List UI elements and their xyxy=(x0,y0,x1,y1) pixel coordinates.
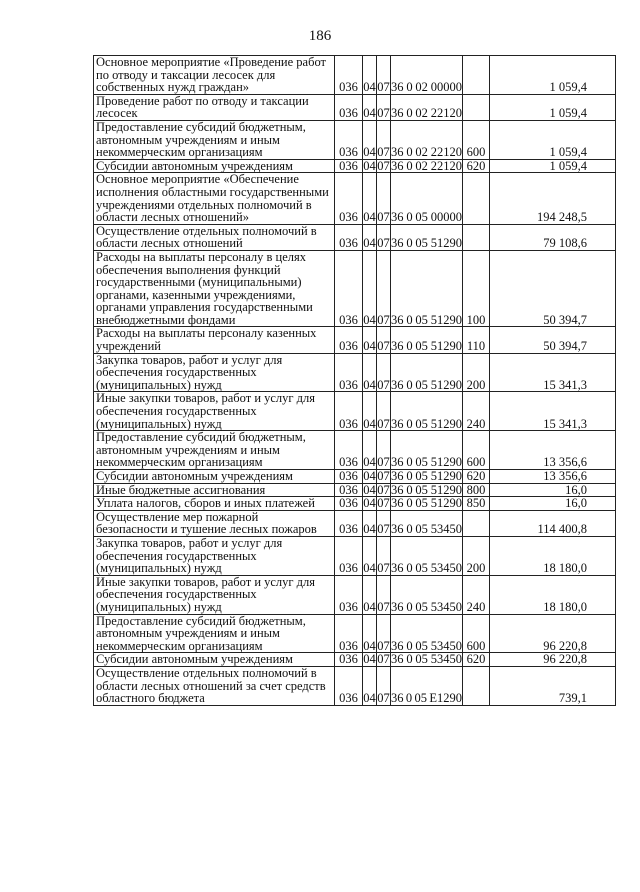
row-pr: 07 xyxy=(377,173,391,224)
row-cs-part: 22120 xyxy=(430,145,462,160)
row-cs-part: 0 xyxy=(405,691,413,706)
row-vr: 240 xyxy=(463,575,490,614)
row-pr: 07 xyxy=(377,510,391,536)
row-gr: 036 xyxy=(335,94,363,120)
row-cs-parts xyxy=(391,211,462,224)
row-cs-part: 0 xyxy=(406,469,413,483)
row-rz: 04 xyxy=(363,536,377,575)
row-rz: 04 xyxy=(363,510,377,536)
row-cs-part: 36 xyxy=(391,469,404,483)
row-vr: 240 xyxy=(463,392,490,431)
row-cs xyxy=(391,497,463,511)
row-cs-parts xyxy=(391,470,462,483)
table-row xyxy=(94,666,616,705)
row-sum: 96 220,8 xyxy=(490,614,616,653)
row-cs-part: 05 xyxy=(415,652,428,667)
row-cs-parts xyxy=(391,418,462,431)
row-cs xyxy=(391,94,463,120)
row-name: Иные закупки товаров, работ и услуг для обеспечения государственных (муниципальных) нужд xyxy=(94,392,335,431)
table-row xyxy=(94,120,616,159)
row-pr: 07 xyxy=(377,120,391,159)
row-cs-part: 05 xyxy=(415,210,428,225)
row-pr: 07 xyxy=(377,536,391,575)
row-vr: 850 xyxy=(463,497,490,511)
row-cs-part: 0 xyxy=(406,496,413,511)
row-rz: 04 xyxy=(363,327,377,353)
row-vr: 620 xyxy=(463,653,490,667)
row-cs-part: 36 xyxy=(391,210,404,225)
row-cs-parts xyxy=(391,146,462,159)
row-gr: 036 xyxy=(335,120,363,159)
row-cs-parts xyxy=(391,692,462,705)
row-vr: 600 xyxy=(463,120,490,159)
row-pr: 07 xyxy=(377,575,391,614)
row-gr: 036 xyxy=(335,353,363,392)
row-name: Проведение работ по отводу и таксации лесосек xyxy=(94,94,335,120)
row-gr: 036 xyxy=(335,497,363,511)
row-cs-part: 36 xyxy=(391,652,404,667)
row-cs-part: 0 xyxy=(406,158,413,173)
row-cs-part: 02 xyxy=(415,158,428,173)
row-sum: 194 248,5 xyxy=(490,173,616,224)
row-pr: 07 xyxy=(377,353,391,392)
row-cs xyxy=(391,392,463,431)
row-cs-part: 02 xyxy=(415,106,428,121)
row-vr: 600 xyxy=(463,431,490,470)
row-sum: 16,0 xyxy=(490,497,616,511)
row-vr: 620 xyxy=(463,159,490,173)
row-cs-part: 36 xyxy=(391,145,404,160)
row-name: Основное мероприятие «Проведение работ по отводу и таксации лесосек для собственных нужд граждан» xyxy=(94,56,335,95)
row-gr: 036 xyxy=(335,431,363,470)
row-cs xyxy=(391,159,463,173)
row-cs-part: 0 xyxy=(406,638,413,653)
row-cs-part: 51290 xyxy=(430,416,462,431)
row-rz: 04 xyxy=(363,94,377,120)
row-cs-part: 05 xyxy=(415,236,428,251)
row-cs-part: 0 xyxy=(406,145,413,160)
row-pr: 07 xyxy=(377,482,390,497)
table-row xyxy=(94,483,616,497)
row-name: Закупка товаров, работ и услуг для обеспечения государственных (муниципальных) нужд xyxy=(94,536,335,575)
row-cs-parts xyxy=(391,562,462,575)
row-cs-part: 0 xyxy=(406,377,413,392)
page-number: 186 xyxy=(308,28,332,44)
table-row xyxy=(94,327,616,353)
row-cs xyxy=(391,614,463,653)
row-cs-parts xyxy=(391,107,462,120)
row-cs-part: 05 xyxy=(415,482,428,497)
row-cs-parts xyxy=(391,340,462,353)
row-cs-part: 36 xyxy=(391,522,404,537)
row-gr: 036 xyxy=(335,575,363,614)
row-sum: 1 059,4 xyxy=(490,159,616,173)
row-cs-part: 36 xyxy=(391,312,404,327)
row-cs xyxy=(391,56,463,95)
row-cs-part: 22120 xyxy=(430,158,462,173)
row-cs-part: 51290 xyxy=(430,339,462,354)
row-vr xyxy=(463,666,490,705)
row-sum: 16,0 xyxy=(490,483,616,497)
row-rz: 04 xyxy=(363,482,376,497)
row-cs-part: 02 xyxy=(415,145,428,160)
row-cs-part: 05 xyxy=(415,469,428,483)
row-cs-part: 0 xyxy=(406,482,413,497)
row-sum: 79 108,6 xyxy=(490,224,616,250)
table-row xyxy=(94,497,616,511)
row-pr: 07 xyxy=(377,250,391,327)
row-gr: 036 xyxy=(335,327,363,353)
row-name: Расходы на выплаты персоналу казенных учреждений xyxy=(94,327,335,353)
row-sum: 114 400,8 xyxy=(490,510,616,536)
row-cs-part: 05 xyxy=(415,522,428,537)
row-sum: 739,1 xyxy=(490,666,616,705)
row-cs-part: 05 xyxy=(415,339,428,354)
row-cs-part: 05 xyxy=(415,377,428,392)
row-cs-part: 0 xyxy=(406,522,413,537)
row-cs-part: 0 xyxy=(406,455,413,470)
row-cs xyxy=(391,483,463,497)
table-row xyxy=(94,94,616,120)
row-rz: 04 xyxy=(363,469,376,483)
row-sum: 96 220,8 xyxy=(490,653,616,667)
row-rz: 04 xyxy=(363,120,377,159)
row-cs-part: 53450 xyxy=(430,599,462,614)
row-pr: 07 xyxy=(377,94,391,120)
row-name: Осуществление отдельных полномочий в области лесных отношений xyxy=(94,224,335,250)
row-pr: 07 xyxy=(377,614,391,653)
row-cs-parts xyxy=(391,497,462,510)
row-cs-part: 36 xyxy=(391,561,404,576)
row-pr: 07 xyxy=(377,224,391,250)
row-rz: 04 xyxy=(363,158,376,173)
row-name: Субсидии автономным учреждениям xyxy=(94,653,335,667)
table-row xyxy=(94,56,616,95)
row-rz: 04 xyxy=(363,431,377,470)
row-vr xyxy=(463,56,490,95)
row-cs-parts xyxy=(391,653,462,666)
row-gr: 036 xyxy=(335,666,363,705)
row-gr: 036 xyxy=(335,614,363,653)
row-cs-part: 36 xyxy=(391,496,404,511)
row-cs-part: 36 xyxy=(391,638,404,653)
row-cs xyxy=(391,510,463,536)
row-cs xyxy=(391,353,463,392)
row-vr: 100 xyxy=(463,250,490,327)
row-rz: 04 xyxy=(363,614,377,653)
table-row xyxy=(94,353,616,392)
row-name: Закупка товаров, работ и услуг для обеспечения государственных (муниципальных) нужд xyxy=(94,353,335,392)
row-cs-parts xyxy=(391,81,462,94)
row-cs xyxy=(391,666,463,705)
row-name: Осуществление мер пожарной безопасности и тушение лесных пожаров xyxy=(94,510,335,536)
row-cs-parts xyxy=(391,314,462,327)
row-cs-part: 51290 xyxy=(430,236,462,251)
row-cs-part: 05 xyxy=(415,416,428,431)
row-name: Иные бюджетные ассигнования xyxy=(94,483,335,497)
row-cs xyxy=(391,327,463,353)
row-vr: 200 xyxy=(463,353,490,392)
table-row xyxy=(94,250,616,327)
row-vr: 200 xyxy=(463,536,490,575)
table-row xyxy=(94,653,616,667)
row-cs-part: 0 xyxy=(406,236,413,251)
row-vr: 800 xyxy=(463,483,490,497)
row-gr: 036 xyxy=(335,653,363,667)
row-name: Уплата налогов, сборов и иных платежей xyxy=(94,497,335,511)
row-sum: 13 356,6 xyxy=(490,470,616,484)
row-cs-part: 53450 xyxy=(430,561,462,576)
row-cs-parts xyxy=(391,456,462,469)
row-cs-part: 36 xyxy=(391,106,404,121)
row-gr: 036 xyxy=(335,392,363,431)
row-cs-part: 22120 xyxy=(430,106,462,121)
row-cs-part: 36 xyxy=(391,691,404,706)
row-sum: 1 059,4 xyxy=(490,56,616,95)
row-cs-part: 36 xyxy=(391,339,404,354)
row-rz: 04 xyxy=(363,666,377,705)
row-gr: 036 xyxy=(335,250,363,327)
row-cs xyxy=(391,470,463,484)
row-cs-parts xyxy=(391,237,462,250)
row-pr: 07 xyxy=(377,469,390,483)
row-gr: 036 xyxy=(335,483,363,497)
row-cs-part: 36 xyxy=(391,80,404,95)
row-gr: 036 xyxy=(335,470,363,484)
row-vr xyxy=(463,224,490,250)
row-cs xyxy=(391,536,463,575)
row-gr: 036 xyxy=(335,173,363,224)
row-sum: 15 341,3 xyxy=(490,353,616,392)
row-sum: 13 356,6 xyxy=(490,431,616,470)
row-cs-part: 36 xyxy=(391,482,404,497)
row-cs-part: 51290 xyxy=(430,469,462,483)
row-sum: 1 059,4 xyxy=(490,120,616,159)
row-cs xyxy=(391,224,463,250)
row-cs-part: 05 xyxy=(415,496,428,511)
row-name: Осуществление отдельных полномочий в области лесных отношений за счет средств областного бюджета xyxy=(94,666,335,705)
row-cs-part: 0 xyxy=(406,339,413,354)
row-name: Субсидии автономным учреждениям xyxy=(94,159,335,173)
row-pr: 07 xyxy=(377,392,391,431)
row-cs-part: 36 xyxy=(391,599,404,614)
row-cs-part: 51290 xyxy=(430,482,462,497)
row-pr: 07 xyxy=(377,158,390,173)
row-rz: 04 xyxy=(363,652,376,667)
row-vr: 600 xyxy=(463,614,490,653)
row-name: Субсидии автономным учреждениям xyxy=(94,470,335,484)
table-row xyxy=(94,536,616,575)
row-cs-part: 36 xyxy=(391,236,404,251)
row-cs-part: 53450 xyxy=(430,522,462,537)
row-cs xyxy=(391,431,463,470)
row-name: Расходы на выплаты персоналу в целях обеспечения выполнения функций государственными (муниципальными) органами, казенными учреждениями, органами управления государственными внебюджетными фондами xyxy=(94,250,335,327)
row-cs-part: 36 xyxy=(391,455,404,470)
row-cs-part: 0 xyxy=(406,106,413,121)
row-cs-parts xyxy=(391,601,462,614)
row-cs-part: 0 xyxy=(406,416,413,431)
row-vr xyxy=(463,510,490,536)
row-cs-part: 05 xyxy=(415,599,428,614)
row-cs-parts xyxy=(391,640,462,653)
table-row xyxy=(94,470,616,484)
row-cs xyxy=(391,120,463,159)
row-cs-part: 36 xyxy=(391,158,404,173)
row-cs xyxy=(391,173,463,224)
row-cs-parts xyxy=(391,523,462,536)
row-vr: 620 xyxy=(463,470,490,484)
budget-table-body xyxy=(94,56,616,706)
row-gr: 036 xyxy=(335,536,363,575)
row-sum: 18 180,0 xyxy=(490,536,616,575)
table-row xyxy=(94,392,616,431)
table-row xyxy=(94,173,616,224)
row-cs-parts xyxy=(391,484,462,497)
row-cs xyxy=(391,250,463,327)
row-cs-parts xyxy=(391,379,462,392)
row-sum: 50 394,7 xyxy=(490,250,616,327)
row-cs-part: 51290 xyxy=(430,496,462,511)
row-cs-part: 0 xyxy=(406,312,413,327)
row-rz: 04 xyxy=(363,575,377,614)
row-vr xyxy=(463,173,490,224)
row-rz: 04 xyxy=(363,56,377,95)
row-sum: 18 180,0 xyxy=(490,575,616,614)
row-cs-part: 00000 xyxy=(430,80,462,95)
row-name: Предоставление субсидий бюджетным, автономным учреждениям и иным некоммерческим организациям xyxy=(94,614,335,653)
row-cs-part: 53450 xyxy=(430,638,462,653)
row-cs-part: 02 xyxy=(415,80,428,95)
table-row xyxy=(94,431,616,470)
table-row xyxy=(94,510,616,536)
budget-table xyxy=(93,55,616,706)
row-gr: 036 xyxy=(335,159,363,173)
table-row xyxy=(94,224,616,250)
row-name: Предоставление субсидий бюджетным, автономным учреждениям и иным некоммерческим организациям xyxy=(94,431,335,470)
row-vr xyxy=(463,94,490,120)
row-rz: 04 xyxy=(363,173,377,224)
row-sum: 1 059,4 xyxy=(490,94,616,120)
row-rz: 04 xyxy=(363,224,377,250)
row-cs-part: 00000 xyxy=(430,210,462,225)
row-rz: 04 xyxy=(363,353,377,392)
row-cs-part: 05 xyxy=(415,312,428,327)
row-cs-part: Е1290 xyxy=(429,691,462,706)
row-sum: 50 394,7 xyxy=(490,327,616,353)
row-cs xyxy=(391,575,463,614)
row-cs-part: 51290 xyxy=(430,455,462,470)
row-cs-part: 05 xyxy=(415,638,428,653)
row-pr: 07 xyxy=(377,327,391,353)
row-pr: 07 xyxy=(377,56,391,95)
row-cs-part: 05 xyxy=(414,691,427,706)
row-cs-part: 0 xyxy=(406,210,413,225)
row-name: Основное мероприятие «Обеспечение исполнения областными государственными учреждениями отдельных полномочий в области лесных отношений» xyxy=(94,173,335,224)
row-cs-part: 0 xyxy=(406,561,413,576)
row-cs-part: 0 xyxy=(406,599,413,614)
row-cs-part: 36 xyxy=(391,377,404,392)
row-cs-part: 51290 xyxy=(430,377,462,392)
row-name: Иные закупки товаров, работ и услуг для обеспечения государственных (муниципальных) нужд xyxy=(94,575,335,614)
row-cs-parts xyxy=(391,160,462,173)
row-pr: 07 xyxy=(377,431,391,470)
row-cs-part: 36 xyxy=(391,416,404,431)
row-rz: 04 xyxy=(363,496,376,511)
row-rz: 04 xyxy=(363,250,377,327)
row-pr: 07 xyxy=(377,652,390,667)
row-cs-part: 51290 xyxy=(430,312,462,327)
row-pr: 07 xyxy=(377,496,390,511)
row-cs-part: 0 xyxy=(406,652,413,667)
row-vr: 110 xyxy=(463,327,490,353)
table-row xyxy=(94,614,616,653)
row-cs xyxy=(391,653,463,667)
row-gr: 036 xyxy=(335,224,363,250)
row-cs-part: 53450 xyxy=(430,652,462,667)
table-row xyxy=(94,575,616,614)
row-cs-part: 05 xyxy=(415,455,428,470)
row-rz: 04 xyxy=(363,392,377,431)
row-gr: 036 xyxy=(335,510,363,536)
row-gr: 036 xyxy=(335,56,363,95)
row-sum: 15 341,3 xyxy=(490,392,616,431)
row-cs-part: 0 xyxy=(406,80,413,95)
row-pr: 07 xyxy=(377,666,391,705)
row-name: Предоставление субсидий бюджетным, автономным учреждениям и иным некоммерческим организациям xyxy=(94,120,335,159)
row-cs-part: 05 xyxy=(415,561,428,576)
table-row xyxy=(94,159,616,173)
